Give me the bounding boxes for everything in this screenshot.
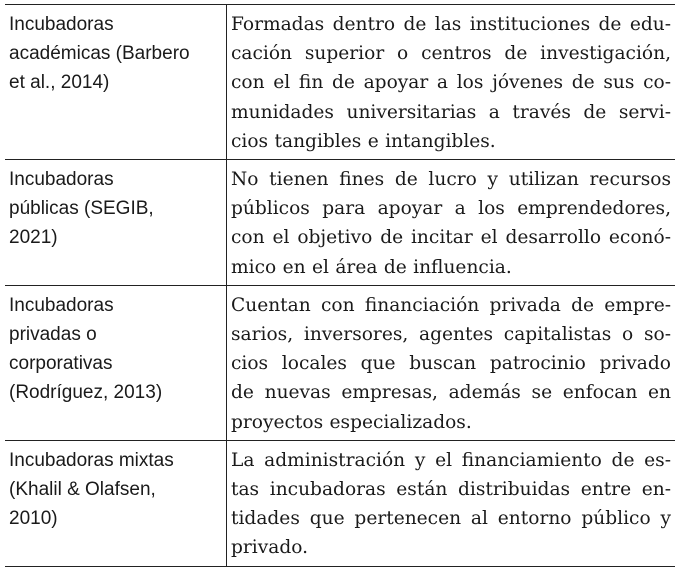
incubator-type-cell xyxy=(5,5,227,160)
description-line: munidades universitarias a través de servi- xyxy=(231,101,671,123)
table-row-private xyxy=(5,285,675,440)
incubator-description-cell xyxy=(227,285,676,440)
description-line: La administración y el financiamiento de es- xyxy=(231,449,671,471)
incubator-types-table xyxy=(5,4,675,567)
incubator-description-cell xyxy=(227,160,676,286)
type-line: 2021) xyxy=(9,227,58,249)
description-line: mico en el área de influencia. xyxy=(231,256,512,278)
type-line: Incubadoras mixtas xyxy=(9,449,174,471)
incubator-description-cell xyxy=(227,440,676,566)
type-line: (Rodríguez, 2013) xyxy=(9,382,163,404)
type-line: Incubadoras xyxy=(9,169,114,191)
incubator-type-cell xyxy=(5,160,227,286)
description-line: con el fin de apoyar a los jóvenes de sus co- xyxy=(231,72,671,94)
description-line: Formadas dentro de las instituciones de edu- xyxy=(231,14,671,35)
description-line: con el objetivo de incitar el desarrollo econó- xyxy=(231,227,671,249)
table-row-mixed xyxy=(5,440,675,566)
type-line: Incubadoras xyxy=(9,294,114,316)
description-line: Cuentan con financiación privada de empre- xyxy=(231,294,671,316)
description-line: cios tangibles e intangibles. xyxy=(231,130,496,152)
type-line: académicas (Barbero xyxy=(9,43,190,65)
incubator-type-cell xyxy=(5,285,227,440)
description-line: tidades que pertenecen al entorno público y xyxy=(231,508,671,530)
description-line: tas incubadoras están distribuidas entre en- xyxy=(231,479,671,501)
description-line: privado. xyxy=(231,537,309,559)
description-line: de nuevas empresas, además se enfocan en xyxy=(231,382,671,404)
type-line: (Khalil & Olafsen, xyxy=(9,479,156,501)
type-line: públicas (SEGIB, xyxy=(9,198,154,220)
type-line: corporativas xyxy=(9,353,113,375)
type-line: et al., 2014) xyxy=(9,72,110,94)
type-line: 2010) xyxy=(9,508,58,530)
description-line: públicos para apoyar a los emprendedores, xyxy=(231,198,671,220)
description-line: proyectos especializados. xyxy=(231,411,472,433)
type-line: privadas o xyxy=(9,324,97,346)
description-line: cios locales que buscan patrocinio privado xyxy=(231,353,671,375)
table-row-academic xyxy=(5,5,675,160)
description-line: cación superior o centros de investigación, xyxy=(231,43,671,65)
table-row-public xyxy=(5,160,675,286)
incubator-description-cell xyxy=(227,5,676,160)
description-line: No tienen fines de lucro y utilizan recursos xyxy=(231,169,671,191)
incubator-type-cell xyxy=(5,440,227,566)
description-line: sarios, inversores, agentes capitalistas o so- xyxy=(231,324,671,346)
type-line: Incubadoras xyxy=(9,14,114,35)
